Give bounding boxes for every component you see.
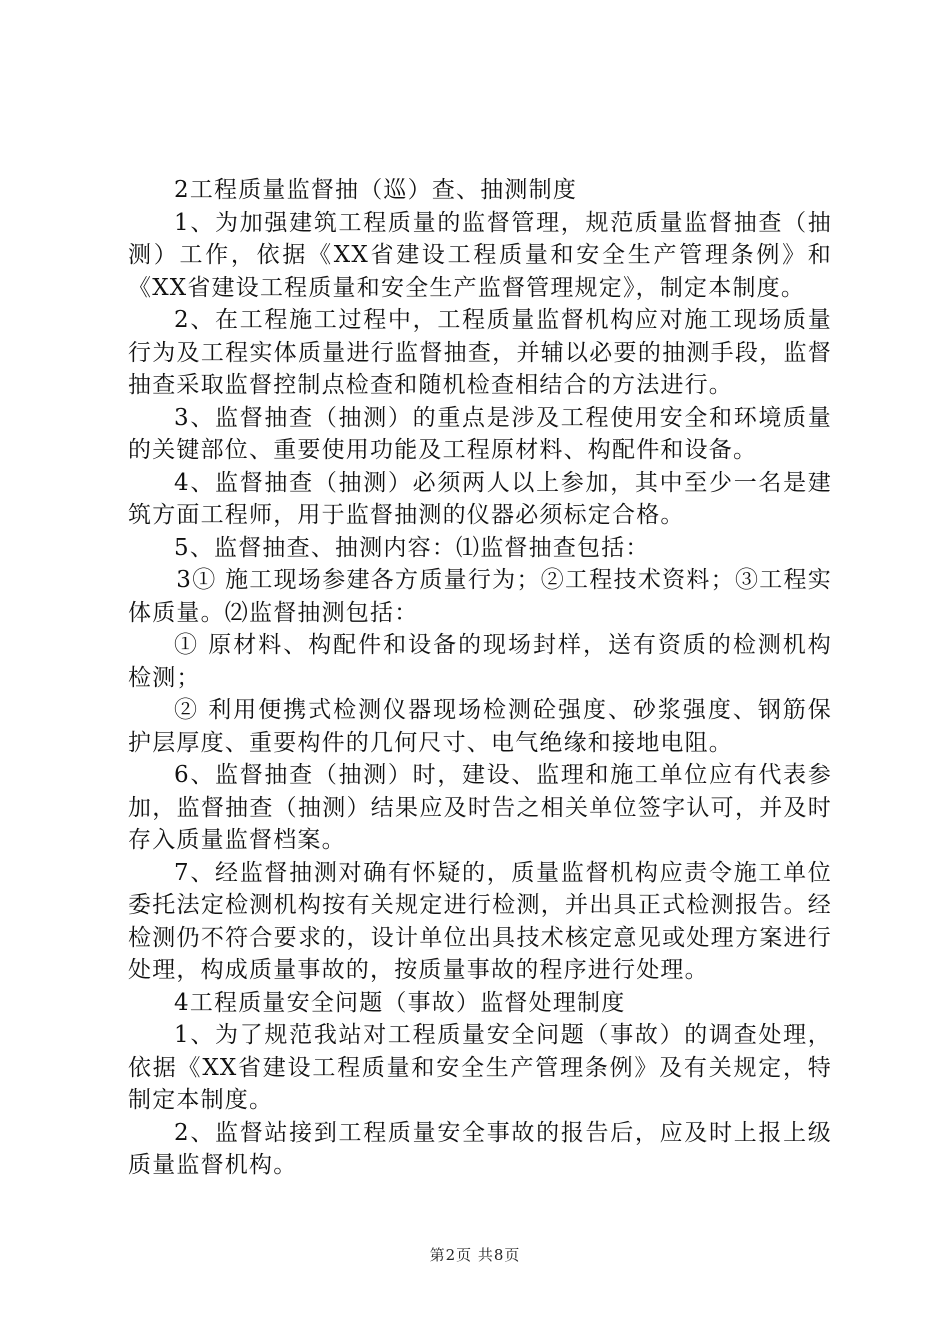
paragraph-incident-1: 1、为了规范我站对工程质量安全问题（事故）的调查处理，依据《XX省建设工程质量和安全生产管理条例》及有关规定，特制定本制度。 xyxy=(128,1022,832,1113)
paragraph-1: 1、为加强建筑工程质量的监督管理，规范质量监督抽查（抽测）工作，依据《XX省建设工程质量和安全生产管理条例》和《XX省建设工程质量和安全生产监督管理规定》，制定本制度。 xyxy=(128,209,832,301)
section-heading-inspection: 2工程质量监督抽（巡）查、抽测制度 xyxy=(174,177,578,203)
paragraph-7: 7、经监督抽测对确有怀疑的，质量监督机构应责令施工单位委托法定检测机构按有关规定进行检测，并出具正式检测报告。经检测仍不符合要求的，设计单位出具技术核定意见或处理方案进行处理，构成质量事故的，按质量事故的程序进行处理。 xyxy=(128,859,832,983)
section-heading-incident: 4工程质量安全问题（事故）监督处理制度 xyxy=(174,989,626,1016)
page-number-footer: 第2页 共8页 xyxy=(429,1246,521,1264)
paragraph-measurement-item-2: ② 利用便携式检测仪器现场检测砼强度、砂浆强度、钢筋保护层厚度、重要构件的几何尺寸、电气绝缘和接地电阻。 xyxy=(128,697,832,756)
paragraph-measurement-item-1: ① 原材料、构配件和设备的现场封样，送有资质的检测机构检测； xyxy=(128,632,832,691)
paragraph-5: 5、监督抽查、抽测内容：⑴监督抽查包括： xyxy=(174,534,650,561)
paragraph-incident-2: 2、监督站接到工程质量安全事故的报告后，应及时上报上级质量监督机构。 xyxy=(128,1119,832,1178)
paragraph-4: 4、监督抽查（抽测）必须两人以上参加，其中至少一名是建筑方面工程师，用于监督抽测的仪器必须标定合格。 xyxy=(128,469,832,528)
document-body xyxy=(128,174,832,1182)
paragraph-inspection-items: 3① 施工现场参建各方质量行为；②工程技术资料；③工程实体质量。⑵监督抽测包括： xyxy=(128,567,832,626)
paragraph-6: 6、监督抽查（抽测）时，建设、监理和施工单位应有代表参加，监督抽查（抽测）结果应及时告之相关单位签字认可，并及时存入质量监督档案。 xyxy=(128,762,832,853)
paragraph-2: 2、在工程施工过程中，工程质量监督机构应对施工现场质量行为及工程实体质量进行监督抽查，并辅以必要的抽测手段，监督抽查采取监督控制点检查和随机检查相结合的方法进行。 xyxy=(128,307,832,398)
paragraph-3: 3、监督抽查（抽测）的重点是涉及工程使用安全和环境质量的关键部位、重要使用功能及工程原材料、构配件和设备。 xyxy=(128,404,832,463)
